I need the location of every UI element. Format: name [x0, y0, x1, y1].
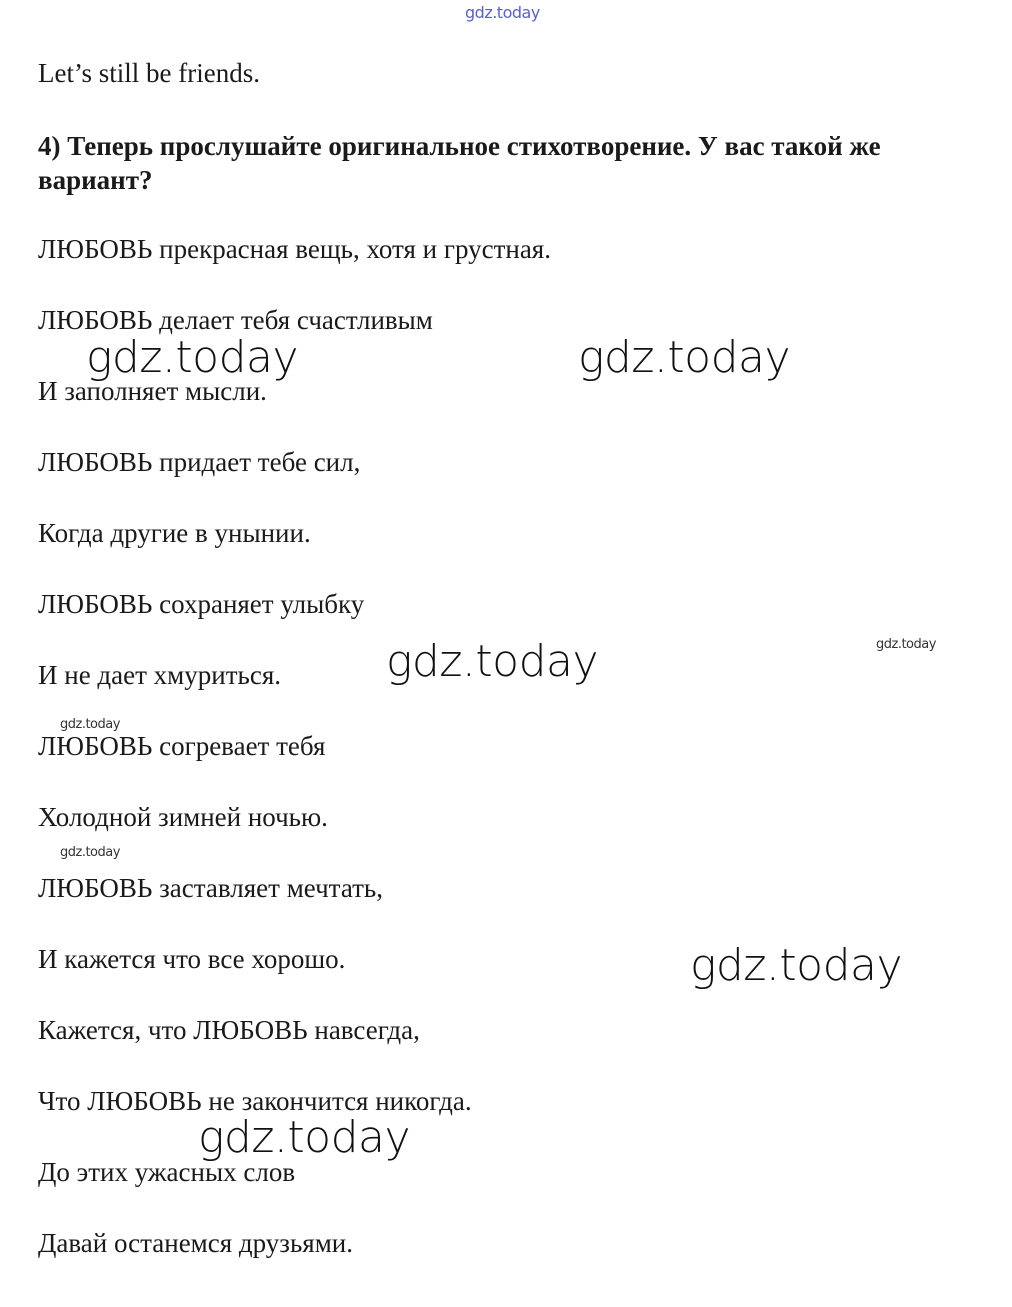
- poem-line: ЛЮБОВЬ сохраняет улыбку: [38, 589, 365, 619]
- poem-line: Когда другие в унынии.: [38, 518, 311, 548]
- watermark-large: gdz.today: [386, 636, 599, 687]
- poem-line: ЛЮБОВЬ делает тебя счастливым: [38, 305, 433, 335]
- watermark-top: gdz.today: [465, 3, 540, 22]
- watermark-small: gdz.today: [60, 845, 120, 860]
- poem-line: И не дает хмуриться.: [38, 660, 281, 690]
- watermark-large: gdz.today: [578, 332, 791, 383]
- poem-line: До этих ужасных слов: [38, 1157, 296, 1187]
- poem-line: И заполняет мысли.: [38, 376, 267, 406]
- poem-line: Кажется, что ЛЮБОВЬ навсегда,: [38, 1015, 420, 1045]
- poem-line: ЛЮБОВЬ согревает тебя: [38, 731, 326, 761]
- poem-line: И кажется что все хорошо.: [38, 944, 346, 974]
- watermark-small: gdz.today: [60, 717, 120, 732]
- poem-line: ЛЮБОВЬ прекрасная вещь, хотя и грустная.: [38, 234, 551, 264]
- poem-line: ЛЮБОВЬ заставляет мечтать,: [38, 873, 383, 903]
- watermark-large: gdz.today: [690, 940, 903, 991]
- watermark-large: gdz.today: [86, 332, 299, 383]
- poem-line: Что ЛЮБОВЬ не закончится никогда.: [38, 1086, 472, 1116]
- watermark-large: gdz.today: [198, 1112, 411, 1163]
- english-line: Let’s still be friends.: [38, 58, 260, 88]
- poem-line: ЛЮБОВЬ придает тебе сил,: [38, 447, 361, 477]
- poem-line: Давай останемся друзьями.: [38, 1228, 353, 1258]
- watermark-small: gdz.today: [876, 637, 936, 652]
- poem-line: Холодной зимней ночью.: [38, 802, 328, 832]
- task-heading: 4) Теперь прослушайте оригинальное стихотворение. У вас такой же вариант?: [38, 131, 881, 195]
